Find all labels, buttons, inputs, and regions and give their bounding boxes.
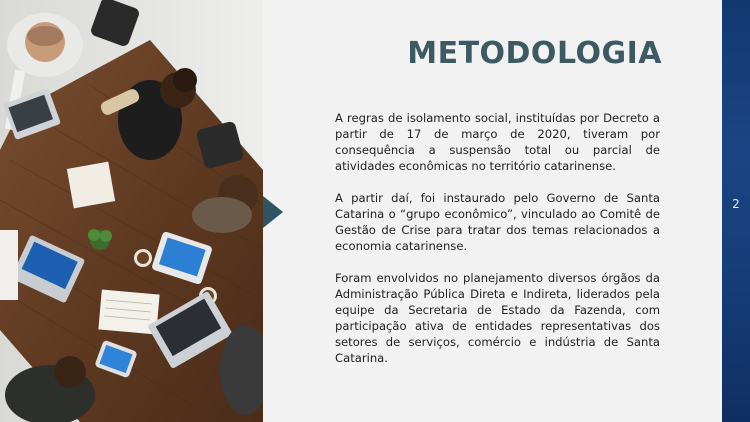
paragraph-1: A regras de isolamento social, instituídas por Decreto a partir de 17 de março de 2020, tiveram por consequência a suspensão total ou parcial de atividades econômicas no território catarinense. (335, 111, 660, 173)
side-strip (722, 0, 750, 422)
content-area (283, 0, 722, 422)
body-text (335, 110, 660, 382)
team-meeting-photo (0, 0, 263, 422)
paragraph-2: A partir daí, foi instaurado pelo Governo de Santa Catarina o “grupo econômico”, vinculado ao Comitê de Gestão de Crise para tratar dos temas relacionados a economia catarinense. (335, 191, 660, 253)
page-number: 2 (732, 197, 740, 211)
slide-title: METODOLOGIA (407, 36, 662, 71)
pointer-triangle (263, 196, 283, 228)
team-meeting-illustration (0, 0, 263, 422)
paragraph-3: Foram envolvidos no planejamento diversos órgãos da Administração Pública Direta e Indireta, liderados pela equipe da Secretaria de Estado da Fazenda, com participação ativa de entidades representativas dos setores de serviços, comércio e indústria de Santa Catarina. (335, 271, 660, 365)
